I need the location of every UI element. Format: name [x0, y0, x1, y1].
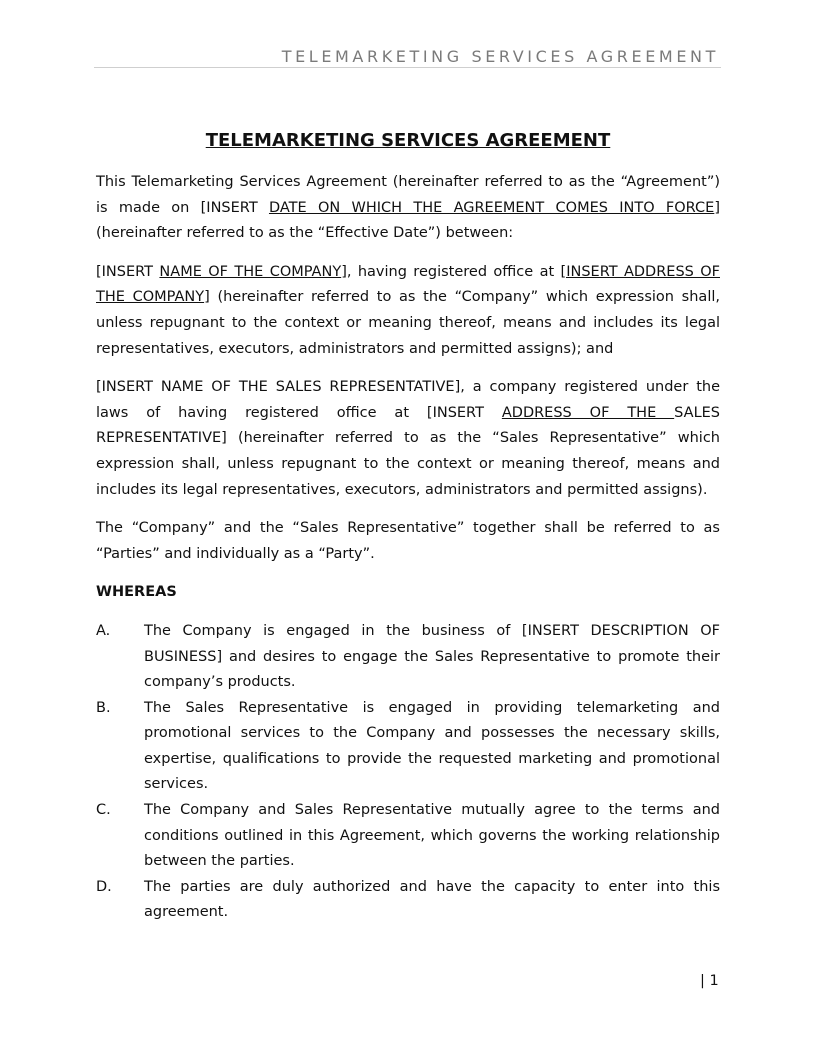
- recitals-list: [96, 619, 720, 926]
- recital-letter: A.: [96, 622, 111, 639]
- intro-text-1: This Telemarketing Services Agreement (hereinafter referred to as the “Agreement”) is made on [INSERT: [96, 174, 720, 216]
- rep-address-placeholder: ADDRESS OF THE: [501, 404, 675, 421]
- recital-item: [96, 619, 720, 696]
- recital-letter: B.: [96, 699, 111, 716]
- sales-rep-party-paragraph: [96, 375, 720, 503]
- running-header: TELEMARKETING SERVICES AGREEMENT: [281, 47, 719, 66]
- intro-text-2: ] (hereinafter referred to as the “Effective Date”) between:: [96, 199, 720, 242]
- recital-text: The Company is engaged in the business of [INSERT DESCRIPTION OF BUSINESS] and desires to engage the Sales Representative to promote their company’s products.: [144, 622, 720, 691]
- recital-text: The parties are duly authorized and have the capacity to enter into this agreement.: [144, 878, 720, 921]
- rep-text-2: SALES REPRESENTATIVE] (hereinafter referred to as the “Sales Representative” which expression shall, unless repugnant to the context or meaning thereof, means and includes its legal representatives, executors, administrators and permitted assigns).: [96, 404, 721, 498]
- effective-date-placeholder: DATE ON WHICH THE AGREEMENT COMES INTO FORCE: [268, 199, 715, 216]
- company-name-placeholder: NAME OF THE COMPANY: [159, 263, 342, 280]
- whereas-heading: WHEREAS: [96, 584, 177, 601]
- recital-item: [96, 696, 720, 798]
- company-text-3: ] (hereinafter referred to as the “Company” which expression shall, unless repugnant to the context or meaning thereof, means and includes its legal representatives, executors, administrators and permitted assigns); and: [96, 289, 720, 357]
- header-divider: [94, 67, 721, 68]
- recital-letter: D.: [96, 878, 112, 895]
- recital-text: The Sales Representative is engaged in providing telemarketing and promotional services to the Company and possesses the necessary skills, expertise, qualifications to provide the requested marketing and promotional services.: [144, 699, 720, 793]
- document-title: TELEMARKETING SERVICES AGREEMENT: [205, 130, 611, 151]
- page-number: | 1: [700, 973, 719, 989]
- intro-paragraph: [96, 170, 720, 247]
- company-address-placeholder: [INSERT ADDRESS OF THE COMPANY: [96, 263, 720, 306]
- recital-text: The Company and Sales Representative mutually agree to the terms and conditions outlined in this Agreement, which governs the working relationship between the parties.: [144, 802, 720, 870]
- recital-item: [96, 798, 720, 875]
- recital-letter: C.: [96, 802, 111, 819]
- rep-text-1: [INSERT NAME OF THE SALES REPRESENTATIVE], a company registered under the laws of having registered office at [INSERT: [96, 379, 720, 421]
- recital-item: [96, 875, 720, 926]
- company-text-1: [INSERT: [96, 263, 160, 280]
- parties-definition-paragraph: The “Company” and the “Sales Representative” together shall be referred to as “Parties” and individually as a “Party”.: [96, 520, 720, 562]
- document-body: [96, 129, 720, 926]
- company-text-2: ], having registered office at: [341, 263, 561, 280]
- company-party-paragraph: [96, 260, 720, 362]
